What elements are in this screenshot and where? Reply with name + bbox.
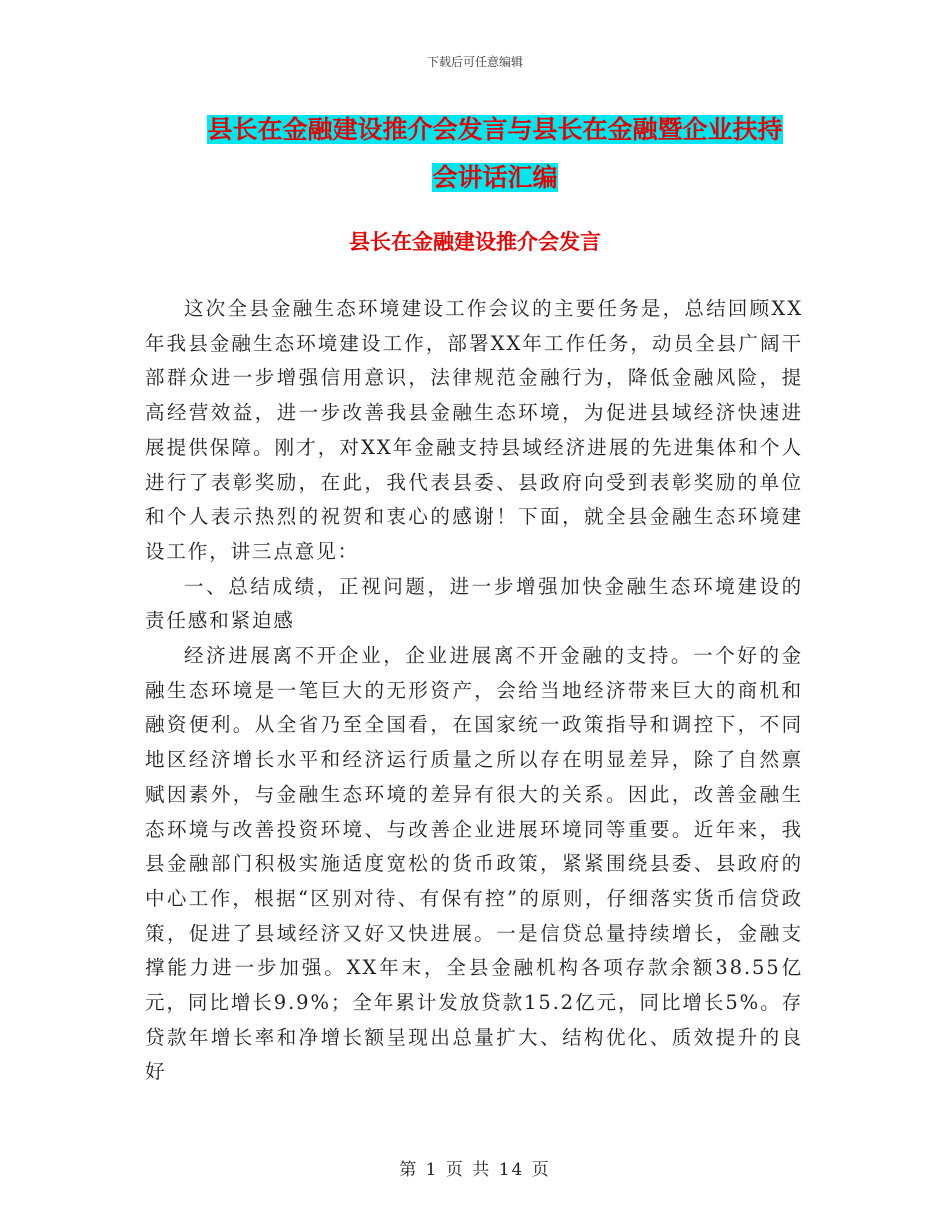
document-title <box>145 106 845 202</box>
body-paragraph: 经济进展离不开企业，企业进展离不开金融的支持。一个好的金融生态环境是一笔巨大的无形资产，会给当地经济带来巨大的商机和融资便利。从全省乃至全国看，在国家统一政策指导和调控下，不同地区经济增长水平和经济运行质量之所以存在明显差异，除了自然禀赋因素外，与金融生态环境的差异有很大的关系。因此，改善金融生态环境与改善投资环境、与改善企业进展环境同等重要。近年来，我县金融部门积极实施适度宽松的货币政策，紧紧围绕县委、县政府的中心工作，根据“区别对待、有保有控”的原则，仔细落实货币信贷政策，促进了县域经济又好又快进展。一是信贷总量持续增长，金融支撑能力进一步加强。XX年末，全县金融机构各项存款余额38.55亿元，同比增长9.9%；全年累计发放贷款15.2亿元，同比增长5%。存贷款年增长率和净增长额呈现出总量扩大、结构优化、质效提升的良好 <box>145 644 803 1084</box>
section-title: 县长在金融建设推介会发言 <box>349 230 601 254</box>
header-note: 下载后可任意编辑 <box>426 55 523 69</box>
body-paragraph: 这次全县金融生态环境建设工作会议的主要任务是，总结回顾XX年我县金融生态环境建设工作，部署XX年工作任务，动员全县广阔干部群众进一步增强信用意识，法律规范金融行为，降低金融风险，提高经营效益，进一步改善我县金融生态环境，为促进县域经济快速进展提供保障。刚才，对XX年金融支持县域经济进展的先进集体和个人进行了表彰奖励，在此，我代表县委、县政府向受到表彰奖励的单位和个人表示热烈的祝贺和衷心的感谢！下面，就全县金融生态环境建设工作，讲三点意见： <box>145 297 803 563</box>
document-title-line-1: 县长在金融建设推介会发言与县长在金融暨企业扶持 <box>207 115 783 144</box>
body-heading-paragraph: 一、总结成绩，正视问题，进一步增强加快金融生态环境建设的责任感和紧迫感 <box>145 574 803 633</box>
document-body <box>145 292 803 1090</box>
page-number-footer: 第 1 页 共 14 页 <box>399 1160 551 1180</box>
document-title-line-2: 会讲话汇编 <box>432 163 558 192</box>
